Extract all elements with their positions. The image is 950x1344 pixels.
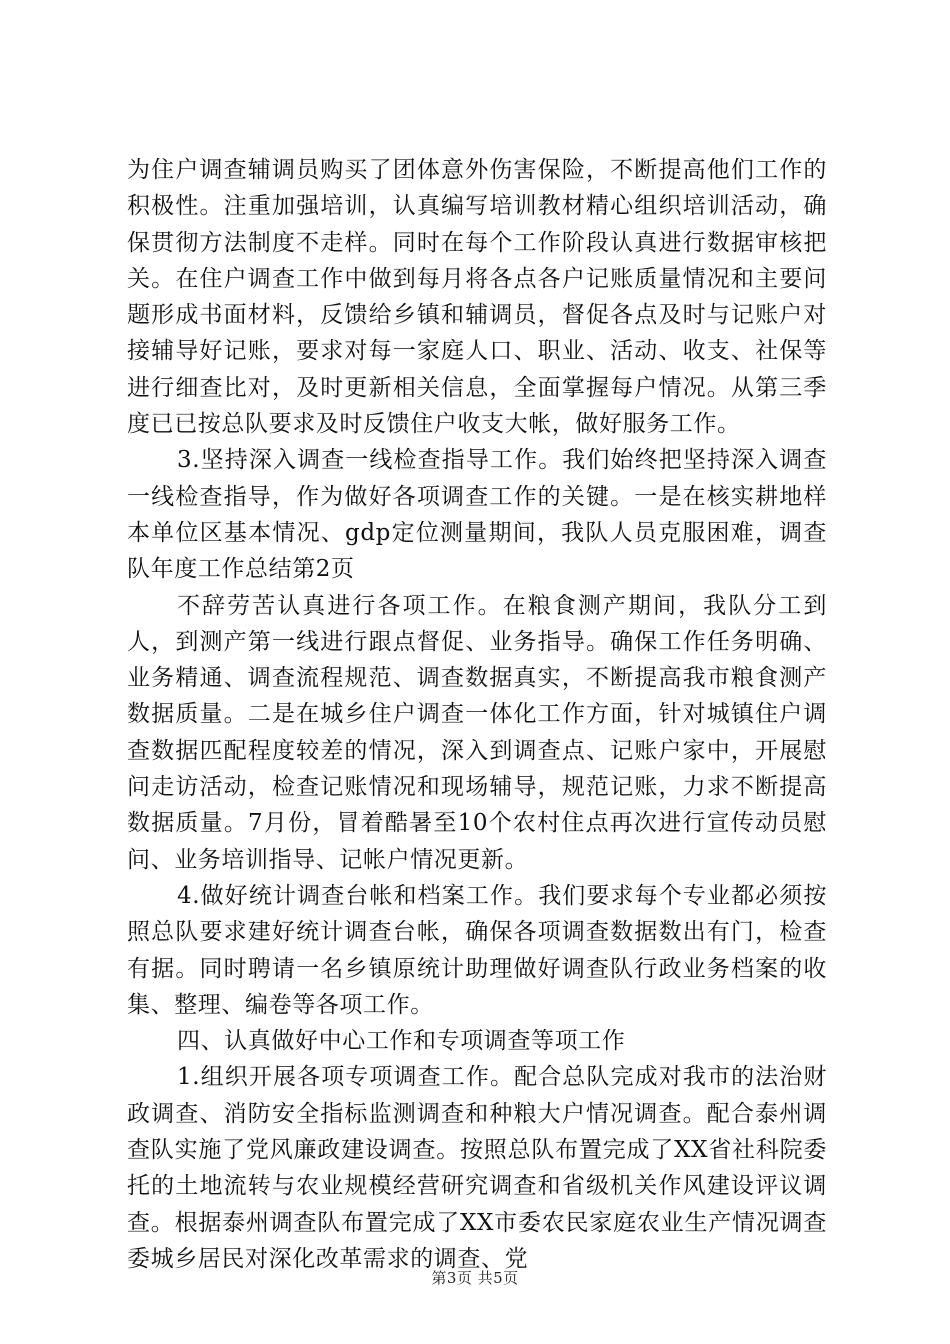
paragraph-item-4: 4.做好统计调查台帐和档案工作。我们要求每个专业都必须按照总队要求建好统计调查台帐，确保各项调查数据数出有门，检查有据。同时聘请一名乡镇原统计助理做好调查队行政业务档案的收集、整理、编卷等各项工作。 [127, 882, 827, 1018]
document-body [127, 152, 827, 1277]
page-number-footer: 第3页 共5页 [431, 1269, 519, 1287]
paragraph-grain-survey: 不辞劳苦认真进行各项工作。在粮食测产期间，我队分工到人，到测产第一线进行跟点督促、业务指导。确保工作任务明确、业务精通、调查流程规范、调查数据真实，不断提高我市粮食测产数据质量。二是在城乡住户调查一体化工作方面，针对城镇住户调查数据匹配程度较差的情况，深入到调查点、记账户家中，开展慰问走访活动，检查记账情况和现场辅导，规范记账，力求不断提高数据质量。7月份，冒着酷暑至10个农村住点再次进行宣传动员慰问、业务培训指导、记帐户情况更新。 [127, 592, 827, 873]
paragraph-insurance-training: 为住户调查辅调员购买了团体意外伤害保险，不断提高他们工作的积极性。注重加强培训，认真编写培训教材精心组织培训活动，确保贯彻方法制度不走样。同时在每个工作阶段认真进行数据审核把关。在住户调查工作中做到每月将各点各户记账质量情况和主要问题形成书面材料，反馈给乡镇和辅调员，督促各点及时与记账户对接辅导好记账，要求对每一家庭人口、职业、活动、收支、社保等进行细查比对，及时更新相关信息，全面掌握每户情况。从第三季度已已按总队要求及时反馈住户收支大帐，做好服务工作。 [127, 157, 827, 438]
paragraph-item-3: 3.坚持深入调查一线检查指导工作。我们始终把坚持深入调查一线检查指导，作为做好各项调查工作的关键。一是在核实耕地样本单位区基本情况、gdp定位测量期间，我队人员克服困难，调查队年度工作总结第2页 [127, 447, 827, 583]
paragraph-special-surveys: 1.组织开展各项专项调查工作。配合总队完成对我市的法治财政调查、消防安全指标监测调查和种粮大户情况调查。配合泰州调查队实施了党风廉政建设调查。按照总队布置完成了XX省社科院委托的土地流转与农业规模经营研究调查和省级机关作风建设评议调查。根据泰州调查队布置完成了XX市委农民家庭农业生产情况调查委城乡居民对深化改革需求的调查、党 [127, 1064, 827, 1272]
section-heading-4: 四、认真做好中心工作和专项调查等项工作 [177, 1028, 626, 1055]
